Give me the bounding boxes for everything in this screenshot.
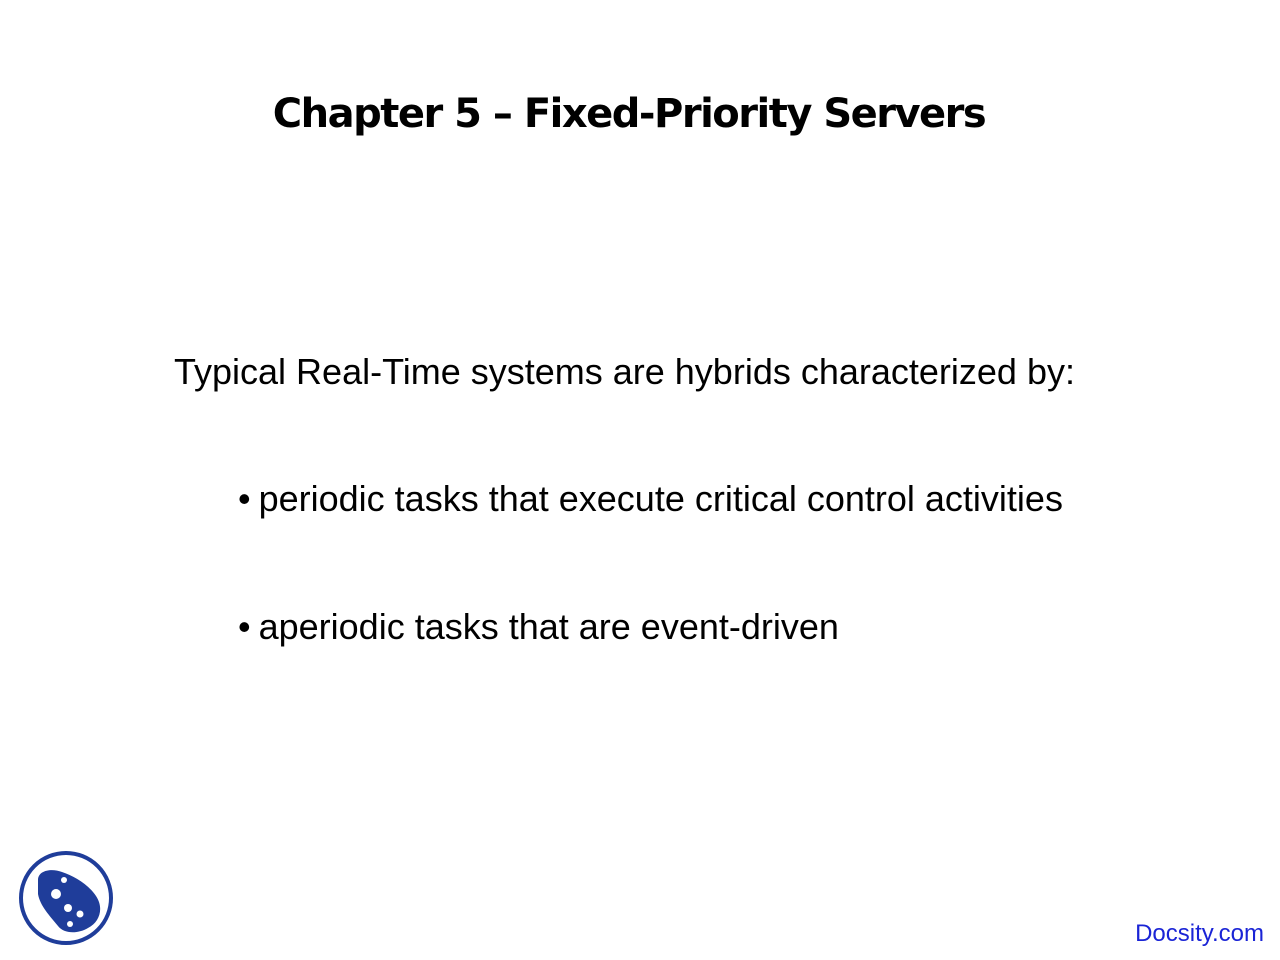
bullet-text: aperiodic tasks that are event-driven xyxy=(258,606,839,647)
watermark: Docsity.com xyxy=(1135,920,1264,947)
slide-title: Chapter 5 – Fixed-Priority Servers xyxy=(272,91,986,137)
bullet-dot: • xyxy=(238,478,251,519)
bullet-dot: • xyxy=(238,606,251,647)
bullet-item xyxy=(238,477,1063,521)
bullet-text: periodic tasks that execute critical control activities xyxy=(258,478,1063,519)
docsity-logo-icon xyxy=(18,850,114,946)
intro-text: Typical Real-Time systems are hybrids characterized by: xyxy=(174,351,1075,392)
bullet-item xyxy=(238,605,839,649)
